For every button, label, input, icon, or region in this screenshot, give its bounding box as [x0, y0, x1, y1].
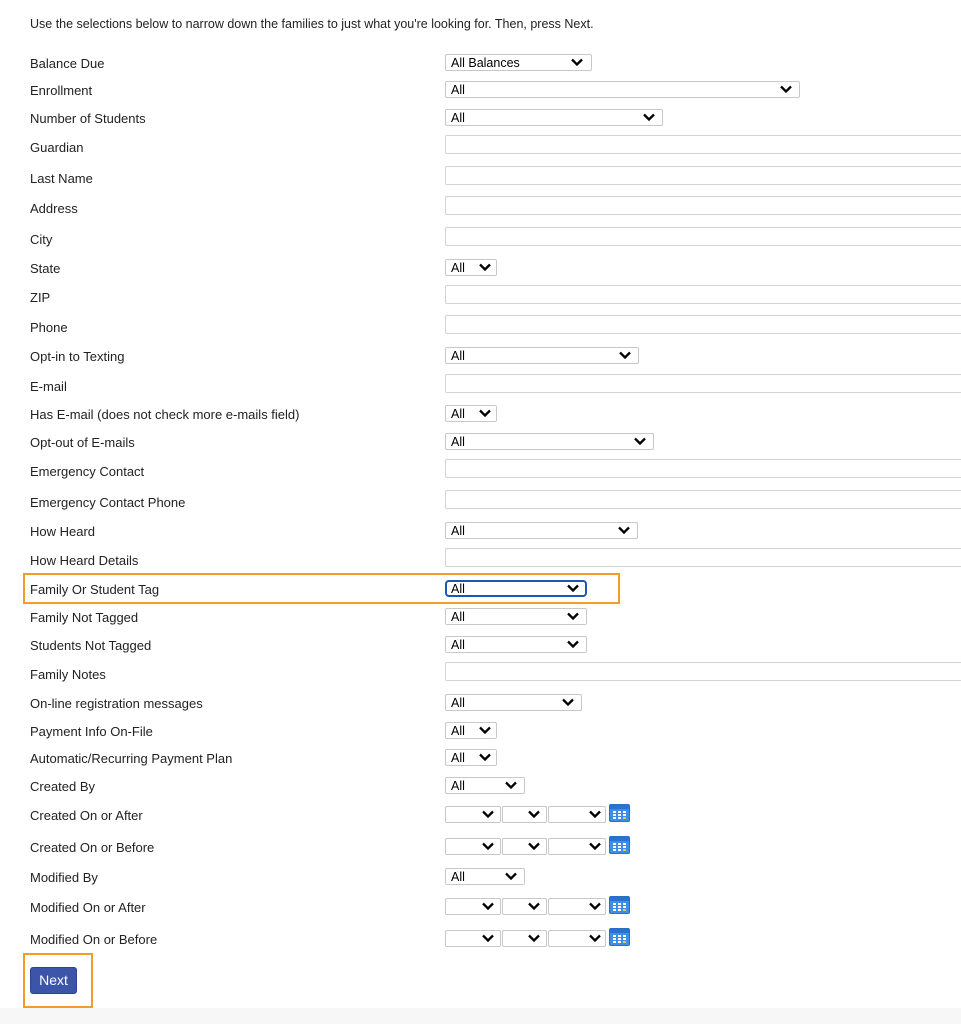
chevron-down-icon [619, 351, 631, 360]
email-input[interactable] [445, 374, 961, 393]
chevron-down-icon [528, 902, 540, 911]
chevron-down-icon [589, 842, 601, 851]
family-or-student-tag-value: All [451, 582, 465, 596]
chevron-down-icon [505, 872, 517, 881]
chevron-down-icon [482, 810, 494, 819]
chevron-down-icon [482, 902, 494, 911]
family-notes-label: Family Notes [30, 667, 106, 682]
row-balance-due [0, 54, 961, 74]
row-payment-info-on-file [0, 722, 961, 742]
modified-after-month-select[interactable] [445, 898, 501, 915]
address-input[interactable] [445, 196, 961, 215]
last-name-input[interactable] [445, 166, 961, 185]
modified-before-year-select[interactable] [548, 930, 606, 947]
chevron-down-icon [479, 753, 491, 762]
family-not-tagged-value: All [451, 610, 465, 624]
chevron-down-icon [528, 842, 540, 851]
emergency-contact-label: Emergency Contact [30, 464, 145, 479]
calendar-icon[interactable] [609, 804, 630, 822]
row-emergency-contact-phone [0, 493, 961, 513]
students-not-tagged-select[interactable] [445, 636, 587, 653]
enrollment-select[interactable] [445, 81, 800, 98]
address-label: Address [30, 201, 78, 216]
balance-due-select[interactable] [445, 54, 592, 71]
number-of-students-value: All [451, 111, 465, 125]
created-before-year-select[interactable] [548, 838, 606, 855]
chevron-down-icon [567, 584, 579, 593]
created-before-day-select[interactable] [502, 838, 547, 855]
how-heard-select[interactable] [445, 522, 638, 539]
balance-due-label: Balance Due [30, 56, 105, 71]
payment-info-on-file-value: All [451, 724, 465, 738]
chevron-down-icon [479, 726, 491, 735]
row-family-or-student-tag [0, 580, 961, 600]
opt-out-emails-value: All [451, 435, 465, 449]
state-select[interactable] [445, 259, 497, 276]
chevron-down-icon [571, 58, 583, 67]
chevron-down-icon [505, 781, 517, 790]
created-after-year-select[interactable] [548, 806, 606, 823]
modified-before-month-select[interactable] [445, 930, 501, 947]
emergency-contact-phone-input[interactable] [445, 490, 961, 509]
zip-input[interactable] [445, 285, 961, 304]
payment-info-on-file-select[interactable] [445, 722, 497, 739]
row-phone [0, 318, 961, 338]
number-of-students-label: Number of Students [30, 111, 146, 126]
how-heard-value: All [451, 524, 465, 538]
created-after-month-select[interactable] [445, 806, 501, 823]
chevron-down-icon [643, 113, 655, 122]
how-heard-label: How Heard [30, 524, 96, 539]
chevron-down-icon [528, 934, 540, 943]
row-family-notes [0, 665, 961, 685]
modified-by-select[interactable] [445, 868, 525, 885]
row-zip [0, 288, 961, 308]
automatic-recurring-payment-plan-label: Automatic/Recurring Payment Plan [30, 751, 233, 766]
modified-after-year-select[interactable] [548, 898, 606, 915]
zip-label: ZIP [30, 290, 51, 305]
payment-info-on-file-label: Payment Info On-File [30, 724, 153, 739]
row-opt-in-texting [0, 347, 961, 367]
city-input[interactable] [445, 227, 961, 246]
row-emergency-contact [0, 462, 961, 482]
enrollment-value: All [451, 83, 465, 97]
row-enrollment [0, 81, 961, 101]
emergency-contact-phone-label: Emergency Contact Phone [30, 495, 186, 510]
created-by-label: Created By [30, 779, 96, 794]
how-heard-details-label: How Heard Details [30, 553, 139, 568]
online-registration-messages-label: On-line registration messages [30, 696, 203, 711]
next-button[interactable]: Next [30, 967, 77, 994]
row-family-not-tagged [0, 608, 961, 628]
phone-label: Phone [30, 320, 68, 335]
chevron-down-icon [589, 934, 601, 943]
chevron-down-icon [618, 526, 630, 535]
opt-out-emails-label: Opt-out of E-mails [30, 435, 135, 450]
modified-on-or-after-label: Modified On or After [30, 900, 146, 915]
row-guardian [0, 138, 961, 158]
students-not-tagged-label: Students Not Tagged [30, 638, 152, 653]
balance-due-value: All Balances [451, 56, 520, 70]
chevron-down-icon [479, 263, 491, 272]
row-created-by [0, 777, 961, 797]
created-by-value: All [451, 779, 465, 793]
opt-out-emails-select[interactable] [445, 433, 654, 450]
guardian-label: Guardian [30, 140, 84, 155]
has-email-value: All [451, 407, 465, 421]
chevron-down-icon [479, 409, 491, 418]
family-or-student-tag-select[interactable] [445, 580, 587, 597]
chevron-down-icon [567, 612, 579, 621]
instructions-text: Use the selections below to narrow down the families to just what you're looking for. Then, press Next. [30, 17, 594, 31]
row-modified-by [0, 868, 961, 888]
row-online-registration-messages [0, 694, 961, 714]
emergency-contact-input[interactable] [445, 459, 961, 478]
row-opt-out-emails [0, 433, 961, 453]
row-how-heard [0, 522, 961, 542]
modified-by-label: Modified By [30, 870, 98, 885]
chevron-down-icon [567, 640, 579, 649]
has-email-label: Has E-mail (does not check more e-mails field) [30, 407, 300, 422]
modified-before-day-select[interactable] [502, 930, 547, 947]
row-number-of-students [0, 109, 961, 129]
enrollment-label: Enrollment [30, 83, 93, 98]
opt-in-texting-value: All [451, 349, 465, 363]
family-or-student-tag-label: Family Or Student Tag [30, 582, 160, 597]
created-by-select[interactable] [445, 777, 525, 794]
chevron-down-icon [589, 902, 601, 911]
chevron-down-icon [634, 437, 646, 446]
state-label: State [30, 261, 61, 276]
automatic-recurring-payment-plan-select[interactable] [445, 749, 497, 766]
chevron-down-icon [562, 698, 574, 707]
created-after-day-select[interactable] [502, 806, 547, 823]
modified-after-day-select[interactable] [502, 898, 547, 915]
row-address [0, 199, 961, 219]
created-on-or-before-label: Created On or Before [30, 840, 155, 855]
chevron-down-icon [528, 810, 540, 819]
family-not-tagged-select[interactable] [445, 608, 587, 625]
chevron-down-icon [589, 810, 601, 819]
online-registration-messages-value: All [451, 696, 465, 710]
number-of-students-select[interactable] [445, 109, 663, 126]
row-email [0, 377, 961, 397]
row-last-name [0, 169, 961, 189]
email-label: E-mail [30, 379, 67, 394]
guardian-input[interactable] [445, 135, 961, 154]
family-notes-input[interactable] [445, 662, 961, 681]
row-state [0, 259, 961, 279]
opt-in-texting-select[interactable] [445, 347, 639, 364]
row-how-heard-details [0, 551, 961, 571]
last-name-label: Last Name [30, 171, 93, 186]
calendar-icon[interactable] [609, 928, 630, 946]
calendar-icon[interactable] [609, 836, 630, 854]
created-before-month-select[interactable] [445, 838, 501, 855]
row-modified-on-or-after [0, 898, 961, 918]
modified-on-or-before-label: Modified On or Before [30, 932, 158, 947]
row-created-on-or-after [0, 806, 961, 826]
opt-in-texting-label: Opt-in to Texting [30, 349, 125, 364]
row-automatic-recurring-payment-plan [0, 749, 961, 769]
online-registration-messages-select[interactable] [445, 694, 582, 711]
chevron-down-icon [780, 85, 792, 94]
row-students-not-tagged [0, 636, 961, 656]
state-value: All [451, 261, 465, 275]
row-has-email [0, 405, 961, 425]
students-not-tagged-value: All [451, 638, 465, 652]
city-label: City [30, 232, 53, 247]
page-footer-background [0, 1008, 961, 1024]
created-on-or-after-label: Created On or After [30, 808, 143, 823]
has-email-select[interactable] [445, 405, 497, 422]
row-city [0, 230, 961, 250]
family-not-tagged-label: Family Not Tagged [30, 610, 139, 625]
calendar-icon[interactable] [609, 896, 630, 914]
row-modified-on-or-before [0, 930, 961, 950]
how-heard-details-input[interactable] [445, 548, 961, 567]
phone-input[interactable] [445, 315, 961, 334]
chevron-down-icon [482, 842, 494, 851]
chevron-down-icon [482, 934, 494, 943]
modified-by-value: All [451, 870, 465, 884]
row-created-on-or-before [0, 838, 961, 858]
automatic-recurring-payment-plan-value: All [451, 751, 465, 765]
